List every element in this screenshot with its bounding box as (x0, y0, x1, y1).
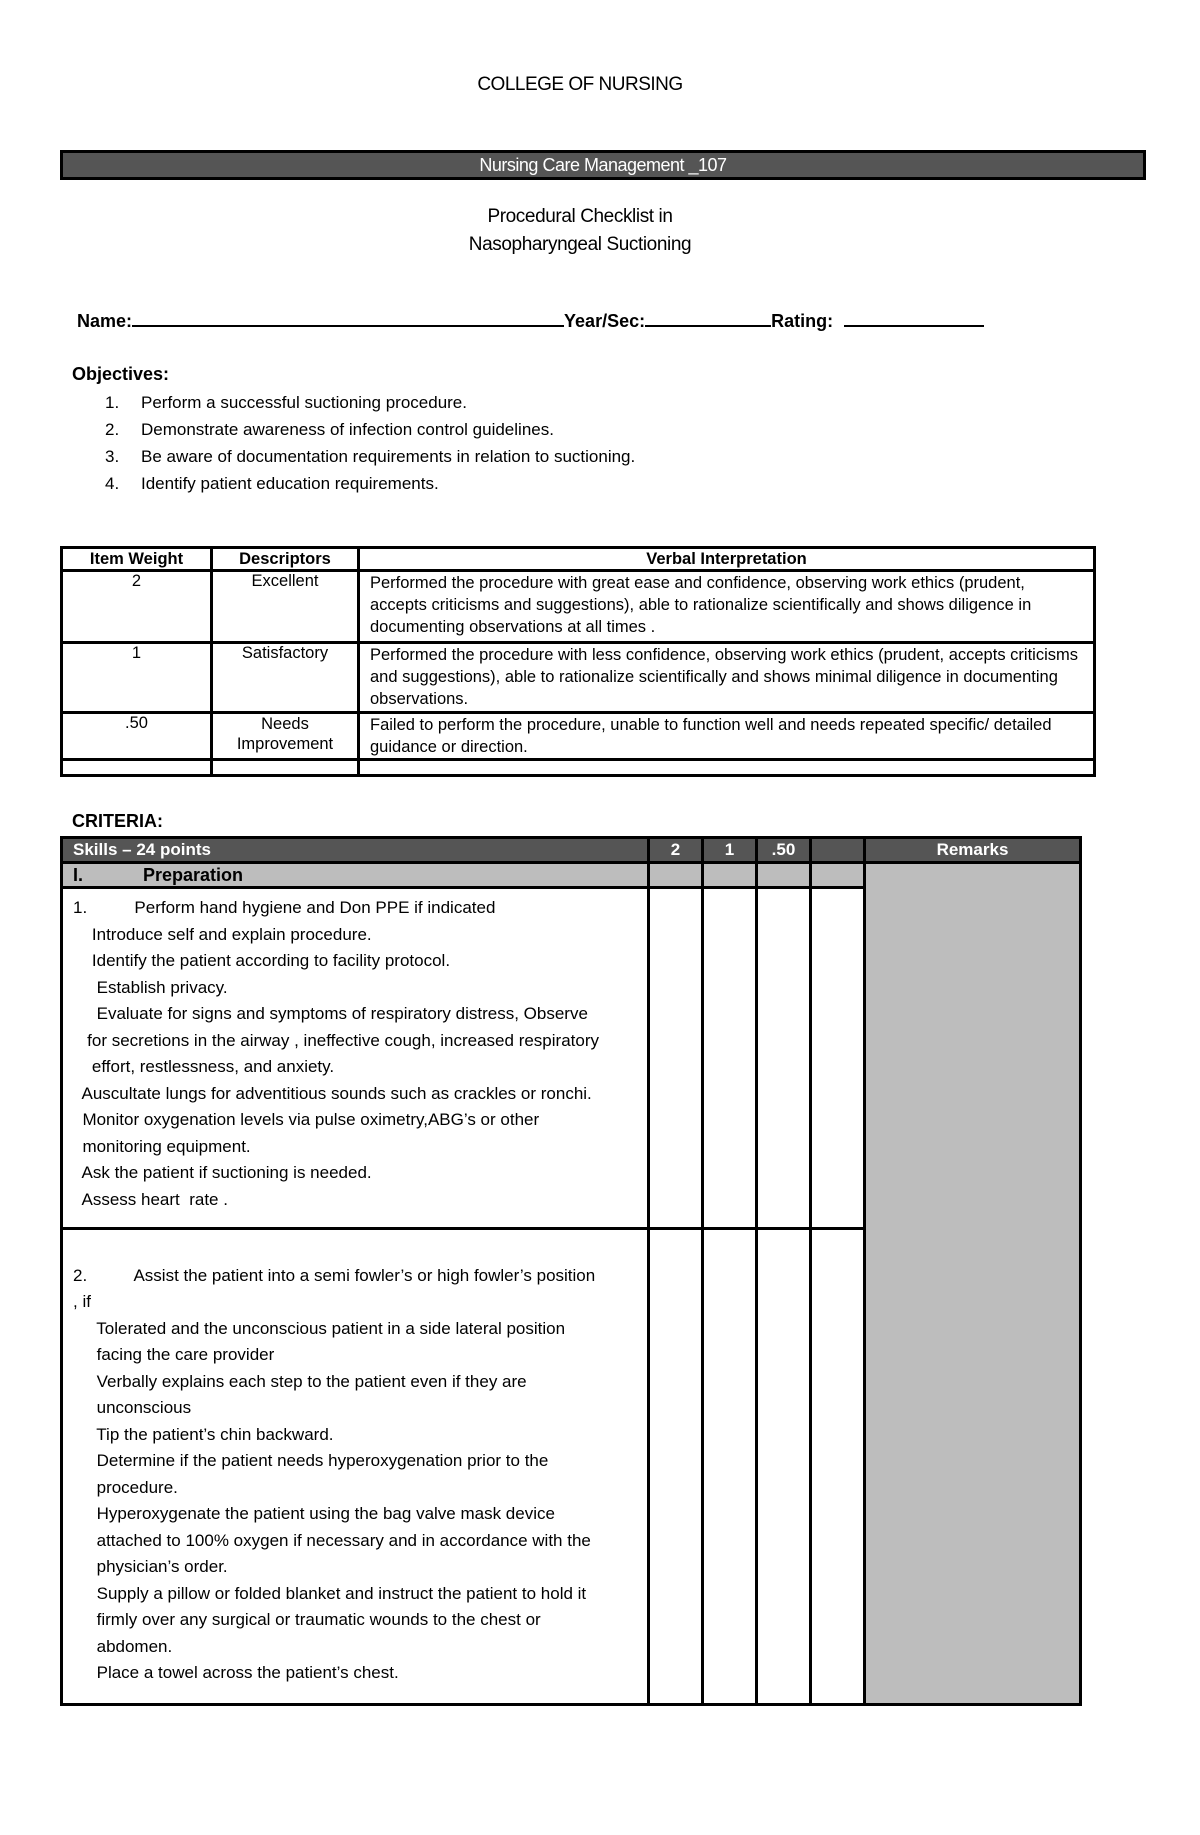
score-col-1: 1 (703, 838, 757, 863)
score-col-blank (811, 838, 865, 863)
header-verbal-interpretation: Verbal Interpretation (359, 548, 1095, 571)
step-line: 2. Assist the patient into a semi fowler’s or high fowler’s position (73, 1265, 596, 1285)
rating-row (62, 571, 1095, 643)
verbal-interpretation: Performed the procedure with great ease and confidence, observing work ethics (prudent, accepts criticisms and suggestions), able to rationalize scientifically and shows diligence in documenting observations at all times . (359, 571, 1095, 643)
score-col-2: 2 (649, 838, 703, 863)
score-cell[interactable] (649, 863, 703, 888)
step-line: firmly over any surgical or traumatic wounds to the chest or (73, 1610, 541, 1629)
score-cell[interactable] (649, 888, 703, 1229)
remarks-header: Remarks (865, 838, 1081, 863)
step-line: , if (73, 1292, 91, 1311)
rating-label: Rating: (771, 311, 839, 331)
skills-checklist-table (60, 836, 1082, 1706)
item-weight: 2 (62, 571, 212, 643)
score-cell[interactable] (757, 863, 811, 888)
step-line: Place a towel across the patient’s chest. (73, 1663, 399, 1682)
subtitle-line-2: Nasopharyngeal Suctioning (468, 234, 692, 255)
step-line: attached to 100% oxygen if necessary and in accordance with the (73, 1530, 591, 1550)
descriptor: Satisfactory (212, 643, 359, 713)
step-line: Tolerated and the unconscious patient in a side lateral position (73, 1318, 566, 1338)
step-line: 1. Perform hand hygiene and Don PPE if indicated (73, 898, 496, 917)
course-title-bar: Nursing Care Management _107 (60, 150, 1146, 180)
score-col-050: .50 (757, 838, 811, 863)
subtitle-line-1: Procedural Checklist in (487, 206, 673, 227)
step-line: facing the care provider (73, 1345, 275, 1364)
checklist-page: COLLEGE OF NURSING Nursing Care Management _107 Procedural Checklist in Nasopharyngeal Suctioning Name: Year/Sec: Rating: Objectives: 1. Perform a successful suctioning procedure. 2. Demonstrate awareness of infection control guidelines. 3. Be aware of documentation requirements in relation to suctioning. 4. Identify patient education requirements. Item Weight Descriptors Verbal Interpretation 2 Excellent Performed the procedure with great ease and confidence, observing work ethics (prudent, accepts criticisms and suggestions), able to rationalize scientifically and shows diligence in documenting observations at all times . 1 Satisfactory Performed the procedure with less confidence, observing work ethics (prudent, accepts criticisms and suggestions), able to rationalize scientifically and shows minimal diligence in documenting observations. .50 Needs Improvement Failed to perform the procedure, unable to function well and needs repeated specific/ detailed guidance or direction. CRITERIA: Skills – 24 points 2 1 .50 Remarks I. Preparation 1. Perform hand hygiene and Don PPE if indicated Introduce self and explain procedure. Identify the patient according to facility protocol. Establish privacy. Evaluate for signs and symptoms of respiratory distress, Observe for secretions in the airway , ineffective cough, increased respiratory effort, restlessness, and anxiety. Auscultate lungs for adventitious sounds such as crackles or ronchi. Monitor oxygenation levels via pulse oximetry,ABG’s or other monitoring equipment. Ask the patient if suctioning is needed. Assess heart rate . 2. Assist the patient into a semi fowler’s or high fowler’s position , if Tolerated and the unconscious patient in a side lateral position facing the care provider Verbally explains each step to the patient even if they are unconscious Tip the patient’s chin backward. Determine if the patient needs hyperoxygenation prior to the procedure. Hyperoxygenate the patient using the bag valve mask device attached to 100% oxygen if necessary and in accordance with the physician’s order. Supply a pillow or folded blanket and instruct the patient to hold it firmly over any surgical or traumatic wounds to the chest or abdomen. Place a towel across the patient’s chest. (0, 0, 1200, 1835)
step-line: Verbally explains each step to the patient even if they are (73, 1371, 527, 1391)
step-line: Introduce self and explain procedure. (73, 924, 372, 944)
item-weight: 1 (62, 643, 212, 713)
step-line (73, 1236, 637, 1263)
section-preparation-row (62, 863, 1081, 888)
score-cell[interactable] (703, 888, 757, 1229)
score-cell[interactable] (757, 1229, 811, 1705)
section-title (62, 863, 649, 888)
college-title: COLLEGE OF NURSING (477, 74, 683, 95)
step-line: procedure. (73, 1477, 178, 1497)
skills-header: Skills – 24 points (62, 838, 649, 863)
score-cell[interactable] (703, 1229, 757, 1705)
year-sec-field[interactable] (645, 307, 771, 327)
remarks-cell[interactable] (865, 863, 1081, 1705)
verbal-interpretation: Failed to perform the procedure, unable to function well and needs repeated specific/ detailed guidance or direction. (359, 713, 1095, 760)
step-1-lines (73, 895, 637, 1213)
step-line: unconscious (73, 1398, 192, 1417)
step-2-cell (62, 1229, 649, 1705)
rating-scale-table (60, 546, 1096, 777)
score-cell[interactable] (811, 863, 865, 888)
descriptor: Needs Improvement (212, 713, 359, 760)
step-line: Auscultate lungs for adventitious sounds such as crackles or ronchi. (73, 1083, 592, 1103)
name-label: Name: (77, 311, 133, 331)
skills-header-row (62, 838, 1081, 863)
checklist-subtitle (0, 203, 1160, 259)
step-line: abdomen. (73, 1636, 173, 1656)
step-line: monitoring equipment. (73, 1136, 251, 1156)
step-line: Establish privacy. (73, 977, 228, 997)
year-sec-label: Year/Sec: (564, 311, 646, 331)
student-info-line (77, 307, 984, 332)
rating-empty-row (62, 760, 1095, 776)
objectives-title: Objectives: (72, 364, 170, 384)
step-line: Assess heart rate . (73, 1189, 228, 1209)
step-line: Supply a pillow or folded blanket and instruct the patient to hold it (73, 1583, 587, 1603)
step-line: for secretions in the airway , ineffective cough, increased respiratory (73, 1030, 599, 1050)
score-cell[interactable] (649, 1229, 703, 1705)
step-line: Evaluate for signs and symptoms of respiratory distress, Observe (73, 1004, 588, 1023)
score-cell[interactable] (811, 888, 865, 1229)
criteria-title: CRITERIA: (72, 811, 163, 831)
step-line: Identify the patient according to facility protocol. (73, 951, 451, 970)
step-line: Tip the patient’s chin backward. (73, 1424, 334, 1444)
step-line: Ask the patient if suctioning is needed. (73, 1163, 372, 1182)
score-cell[interactable] (811, 1229, 865, 1705)
header-descriptors: Descriptors (212, 548, 359, 571)
item-weight: .50 (62, 713, 212, 760)
score-cell[interactable] (757, 888, 811, 1229)
step-line: Determine if the patient needs hyperoxygenation prior to the (73, 1451, 549, 1470)
header-item-weight: Item Weight (62, 548, 212, 571)
step-line: physician’s order. (73, 1557, 228, 1576)
verbal-interpretation: Performed the procedure with less confidence, observing work ethics (prudent, accepts criticisms and suggestions), able to rationalize scientifically and shows minimal diligence in documenting observations. (359, 643, 1095, 713)
step-2-lines (73, 1236, 637, 1687)
name-field[interactable] (132, 307, 564, 327)
section-number: I. (73, 865, 84, 885)
step-line: Hyperoxygenate the patient using the bag valve mask device (73, 1504, 555, 1523)
section-name: Preparation (143, 865, 244, 885)
rating-row (62, 713, 1095, 760)
rating-header-row (62, 548, 1095, 571)
rating-field[interactable] (844, 307, 984, 327)
rating-row (62, 643, 1095, 713)
step-line: effort, restlessness, and anxiety. (73, 1057, 335, 1076)
score-cell[interactable] (703, 863, 757, 888)
descriptor: Excellent (212, 571, 359, 643)
step-1-cell (62, 888, 649, 1229)
step-line: Monitor oxygenation levels via pulse oximetry,ABG’s or other (73, 1110, 540, 1129)
